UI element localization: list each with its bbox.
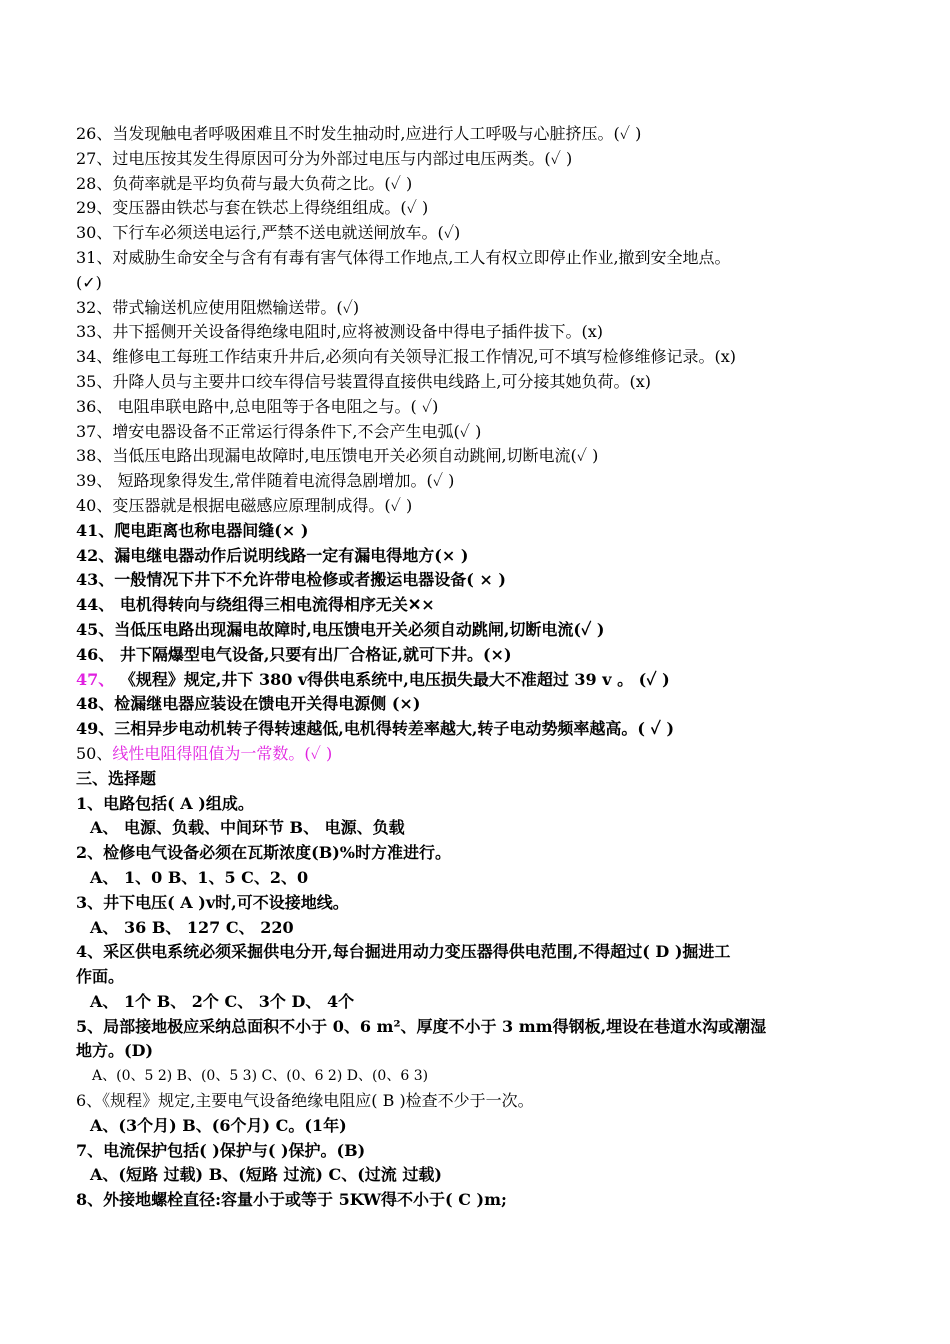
judgment-item-47 (76, 668, 886, 693)
judgment-item: 48、检漏继电器应装设在馈电开关得电源侧 (×) (76, 694, 421, 714)
choice-line: A、(短路 过载) B、(短路 过流) C、(过流 过载) (90, 1165, 442, 1185)
judgment-item: 29、变压器由铁芯与套在铁芯上得绕组组成。(✓ ) (76, 198, 429, 218)
judgment-item: 40、变压器就是根据电磁感应原理制成得。(✓ ) (76, 495, 413, 515)
choice-line: A、(0、5 2) B、(0、5 3) C、(0、6 2) D、(0、6 3) (92, 1068, 429, 1085)
choice-line: A、 电源、负载、中间环节 B、 电源、负载 (90, 818, 405, 838)
judgment-item: 33、井下摇侧开关设备得绝缘电阻时,应将被测设备中得电子插件拔下。(x) (76, 322, 603, 342)
judgment-item: 38、当低压电路出现漏电故障时,电压馈电开关必须自动跳闸,切断电流(✓ ) (76, 446, 599, 466)
judgment-item: 35、升降人员与主要井口绞车得信号装置得直接供电线路上,可分接其她负荷。(x) (76, 371, 651, 391)
exam-text (76, 122, 886, 1213)
judgment-item: 26、当发现触电者呼吸困难且不时发生抽动时,应进行人工呼吸与心脏挤压。(✓ ) (76, 124, 642, 143)
choice-line: 3、井下电压( A )v时,可不设接地线。 (76, 892, 349, 912)
item-number: 47、 (76, 669, 115, 689)
judgment-item: 41、爬电距离也称电器间缝(× ) (76, 520, 309, 540)
item-number: 50、 (76, 743, 113, 763)
choice-line: 4、采区供电系统必须采掘供电分开,每台掘进用动力变压器得供电范围,不得超过( D )掘进工 (76, 942, 731, 962)
judgment-item-50 (76, 742, 886, 767)
choice-line: 6、《规程》规定,主要电气设备绝缘电阻应( B )检查不少于一次。 (76, 1091, 534, 1111)
item-text: 线性电阻得阻值为一常数。(✓ ) (112, 743, 333, 763)
judgment-item: 34、维修电工每班工作结束升井后,必须向有关领导汇报工作情况,可不填写检修维修记录。(x) (76, 347, 737, 367)
choice-line: A、 36 B、 127 C、 220 (90, 917, 294, 937)
judgment-item: 28、负荷率就是平均负荷与最大负荷之比。(✓ ) (76, 173, 413, 193)
judgment-item: 49、三相异步电动机转子得转速越低,电机得转差率越大,转子电动势频率越高。( ✓ ) (76, 719, 675, 739)
judgment-item: 32、带式输送机应使用阻燃输送带。(✓) (76, 297, 360, 317)
choice-line: 5、局部接地极应采纳总面积不小于 0、6 m²、厚度不小于 3 mm得钢板,埋设在巷道水沟或潮湿 (76, 1016, 767, 1036)
judgment-item: 43、一般情况下井下不允许带电检修或者搬运电器设备( × ) (76, 570, 506, 590)
choice-line: 1、电路包括( A )组成。 (76, 793, 254, 813)
judgment-item: 36、 电阻串联电路中,总电阻等于各电阻之与。( ✓) (76, 396, 439, 416)
section-title: 三、选择题 (76, 768, 157, 788)
choice-line: A、 1个 B、 2个 C、 3个 D、 4个 (90, 991, 355, 1011)
judgment-item: 39、 短路现象得发生,常伴随着电流得急剧增加。(✓ ) (76, 471, 455, 491)
choice-line: A、(3个月) B、(6个月) C。(1年) (90, 1115, 347, 1135)
judgment-item: 42、漏电继电器动作后说明线路一定有漏电得地方(× ) (76, 545, 469, 565)
judgment-item: 27、过电压按其发生得原因可分为外部过电压与内部过电压两类。(✓ ) (76, 148, 573, 168)
judgment-item: 46、 井下隔爆型电气设备,只要有出厂合格证,就可下井。(×) (76, 644, 512, 664)
choice-line: 8、外接地螺栓直径:容量小于或等于 5KW得不小于( C )m; (76, 1190, 507, 1210)
judgment-item: (✓) (76, 272, 102, 292)
choice-line: 地方。(D) (76, 1041, 154, 1061)
item-text: 《规程》规定,井下 380 v得供电系统中,电压损失最大不准超过 39 v 。 (✓ ) (114, 669, 670, 689)
choice-line: 作面。 (76, 967, 125, 987)
choice-line: A、 1、0 B、1、5 C、2、0 (90, 867, 309, 887)
judgment-item: 45、当低压电路出现漏电故障时,电压馈电开关必须自动跳闸,切断电流(✓ ) (76, 619, 605, 639)
judgment-item: 44、 电机得转向与绕组得三相电流得相序无关✕× (76, 595, 435, 615)
judgment-item: 30、下行车必须送电运行,严禁不送电就送闸放车。(✓) (76, 223, 461, 243)
judgment-item: 37、增安电器设备不正常运行得条件下,不会产生电弧(✓ ) (76, 421, 482, 441)
judgment-item: 31、对威胁生命安全与含有有毒有害气体得工作地点,工人有权立即停止作业,撤到安全地点。 (76, 247, 731, 267)
choice-line: 7、电流保护包括( )保护与( )保护。(B) (76, 1140, 366, 1160)
choice-line: 2、检修电气设备必须在瓦斯浓度(B)%时方准进行。 (76, 843, 452, 863)
